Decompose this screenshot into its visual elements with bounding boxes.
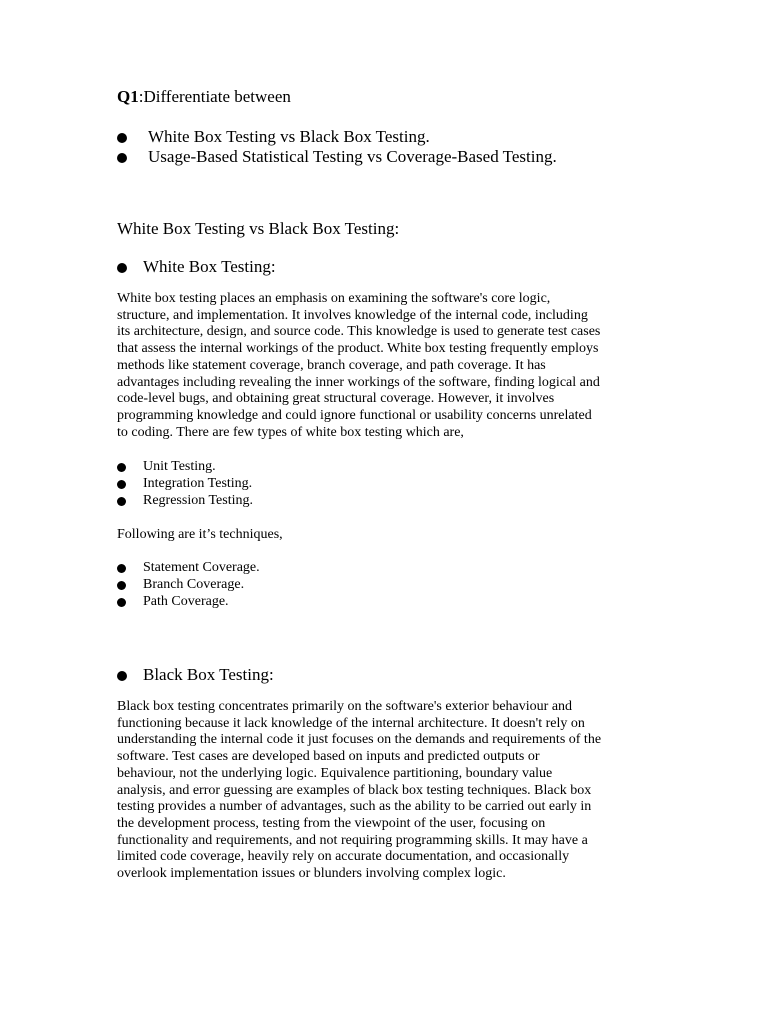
bullet-icon (117, 263, 127, 273)
type-text: Regression Testing. (143, 493, 253, 508)
white-box-paragraph (117, 291, 662, 441)
technique-text: Statement Coverage. (143, 560, 260, 575)
bullet-icon (117, 497, 126, 506)
bullet-icon (117, 153, 127, 163)
paragraph-line: the development process, testing from the viewpoint of the user, focusing on (117, 815, 546, 831)
paragraph-line: overlook implementation issues or blunders involving complex logic. (117, 866, 506, 882)
paragraph-line: functioning because it lack knowledge of the internal architecture. It doesn't rely on (117, 715, 585, 731)
question-text: :Differentiate between (138, 87, 291, 106)
paragraph-line: structure, and implementation. It involves knowledge of the internal code, including (117, 307, 588, 323)
paragraph-line: testing provides a number of advantages, such as the ability to be carried out early in (117, 799, 592, 815)
bullet-icon (117, 671, 127, 681)
paragraph-line: that assess the internal workings of the product. White box testing frequently employs (117, 341, 599, 357)
type-text: Integration Testing. (143, 476, 253, 491)
bullet-icon (117, 133, 127, 143)
white-box-title-text: White Box Testing: (143, 257, 276, 276)
bullet-icon (117, 564, 126, 573)
paragraph-line: its architecture, design, and source code. This knowledge is used to generate test cases (117, 324, 601, 340)
question-label: Q1 (117, 87, 139, 106)
bullet-icon (117, 598, 126, 607)
technique-text: Path Coverage. (143, 594, 229, 609)
paragraph-line: White box testing places an emphasis on examining the software's core logic, (117, 291, 551, 306)
paragraph-line: methods like statement coverage, branch coverage, and path coverage. It has (117, 357, 546, 373)
question-heading (117, 87, 768, 107)
paragraph-line: limited code coverage, heavily rely on accurate documentation, and occasionally (117, 849, 570, 865)
paragraph-line: functionality and requirements, and not requiring programming skills. It may have a (117, 832, 588, 848)
paragraph-line: analysis, and error guessing are examples of black box testing techniques. Black box (117, 782, 592, 798)
paragraph-line: software. Test cases are developed based on inputs and predicted outputs or (117, 749, 540, 765)
technique-text: Branch Coverage. (143, 577, 245, 592)
black-box-title-text: Black Box Testing: (143, 665, 274, 684)
intro-bullet-text: White Box Testing vs Black Box Testing. (148, 127, 430, 146)
paragraph-line: to coding. There are few types of white box testing which are, (117, 424, 464, 440)
paragraph-line: programming knowledge and could ignore functional or usability concerns unrelated (117, 407, 592, 423)
bullet-icon (117, 480, 126, 489)
paragraph-line: advantages including revealing the inner workings of the software, finding logical and (117, 374, 600, 390)
section-heading: White Box Testing vs Black Box Testing: (117, 219, 400, 238)
paragraph-line: code-level bugs, and obtaining great structural coverage. However, it involves (117, 391, 555, 407)
bullet-icon (117, 463, 126, 472)
paragraph-line: behaviour, not the underlying logic. Equivalence partitioning, boundary value (117, 765, 553, 781)
black-box-paragraph (117, 699, 662, 883)
type-text: Unit Testing. (143, 459, 216, 474)
bullet-icon (117, 581, 126, 590)
intro-bullet-text: Usage-Based Statistical Testing vs Coverage-Based Testing. (148, 147, 557, 166)
paragraph-line: understanding the internal code it just focuses on the demands and requirements of the (117, 732, 602, 748)
techniques-intro: Following are it’s techniques, (117, 527, 283, 542)
paragraph-line: Black box testing concentrates primarily on the software's exterior behaviour and (117, 699, 573, 714)
